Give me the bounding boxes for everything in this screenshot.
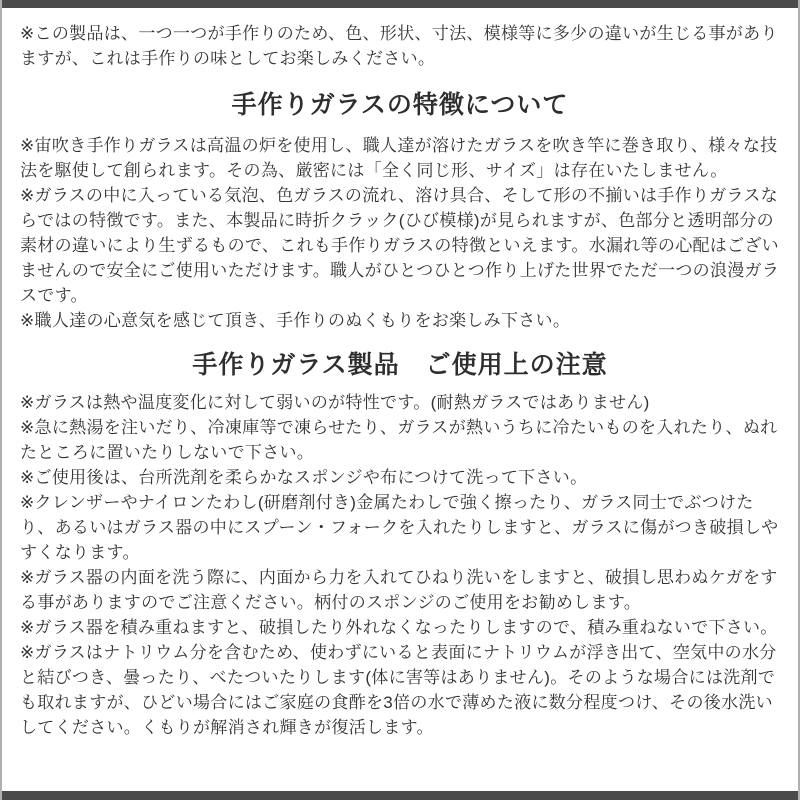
caution-paragraph-1: ※ガラスは熱や温度変化に対して弱いのが特性です。(耐熱ガラスではありません) (20, 393, 650, 412)
caution-paragraph-2: ※急に熱湯を注いだり、冷凍庫等で凍らせたり、ガラスが熱いうちに冷たいものを入れたり、ぬれたところに置いたりしないで下さい。 (20, 418, 778, 462)
features-paragraph-1: ※宙吹き手作りガラスは高温の炉を使用し、職人達が溶けたガラスを吹き竿に巻き取り、様々な技法を駆使して創られます。その為、厳密には「全く同じ形、サイズ」は存在いたしません。 (20, 136, 778, 180)
section-heading-cautions: 手作りガラス製品 ご使用上の注意 (192, 351, 608, 379)
top-frame-bar (2, 0, 798, 8)
features-paragraph-3: ※職人達の心意気を感じて頂き、手作りのぬくもりをお楽しみ下さい。 (20, 311, 571, 330)
caution-paragraph-6: ※ガラス器を積み重ねますと、破損したり外れなくなったりしますので、積み重ねないで下さい。 (20, 618, 778, 637)
features-paragraph-2: ※ガラスの中に入っている気泡、色ガラスの流れ、溶け具合、そして形の不揃いは手作りガラスならではの特徴です。また、本製品に時折クラック(ひび模様)が見られますが、色部分と透明部分の素材の違いにより生ずるもので、これも手作りガラスの特徴といえます。水漏れ等の心配はございませんので安全にご使用いただけます。職人がひとつひとつ作り上げた世界でただ一つの浪漫ガラスです。 (20, 186, 780, 305)
caution-paragraph-7: ※ガラスはナトリウム分を含むため、使わずにいると表面にナトリウムが浮き出て、空気中の水分と結びつき、曇ったり、べたついたりします(体に害等はありません)。そのような場合には洗剤でも取れますが、ひどい場合にはご家庭の食酢を3倍の水で薄めた液に数分程度つけ、その後水洗いしてください。くもりが解消され輝きが復活します。 (20, 643, 777, 737)
bottom-frame-bar (2, 791, 798, 800)
caution-paragraph-5: ※ガラス器の内面を洗う際に、内面から力を入れてひねり洗いをしますと、破損し思わぬケガをする事がありますのでご注意ください。柄付のスポンジのご使用をお勧めします。 (20, 568, 778, 612)
document-content (2, 8, 798, 791)
intro-note: ※この製品は、一つ一つが手作りのため、色、形状、寸法、模様等に多少の違いが生じる事がありますが、これは手作りの味としてお楽しみください。 (20, 24, 778, 68)
caution-paragraph-3: ※ご使用後は、台所洗剤を柔らかなスポンジや布につけて洗って下さい。 (20, 468, 588, 487)
caution-paragraph-4: ※クレンザーやナイロンたわし(研磨剤付き)金属たわしで強く擦ったり、ガラス同士でぶつけたり、あるいはガラス器の中にスプーン・フォークを入れたりしますと、ガラスに傷がつき破損しやすくなります。 (20, 493, 779, 562)
section-heading-features: 手作りガラスの特徴について (231, 91, 569, 119)
